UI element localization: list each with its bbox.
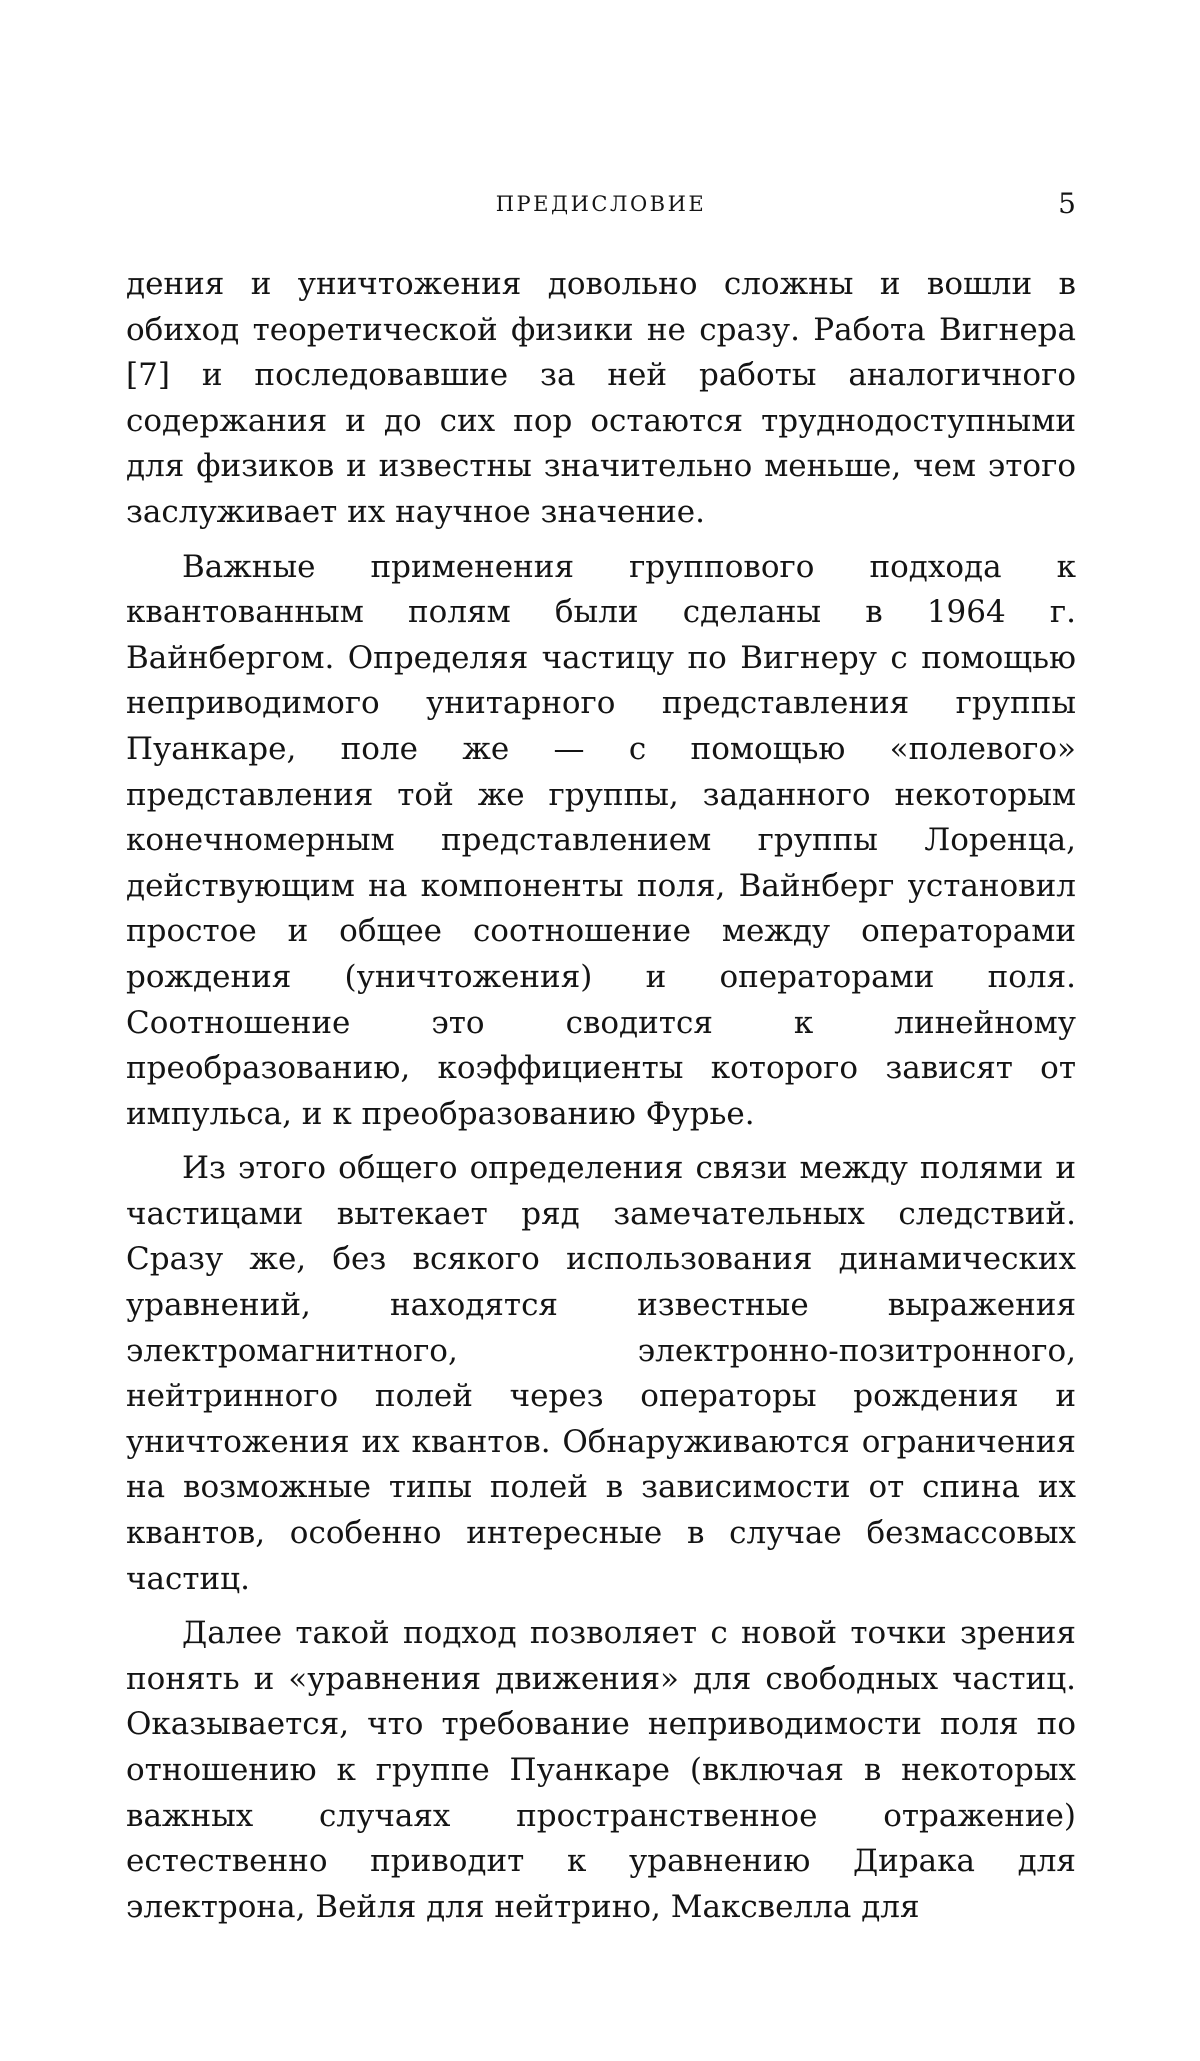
body-text <box>126 262 1076 1930</box>
running-head <box>126 184 1076 224</box>
paragraph-4: Далее такой подход позволяет с новой точки зрения понять и «уравнения движения» для свободных частиц. Оказывается, что требование неприводимости поля по отношению к группе Пуанкаре (включая в некоторых важных случаях пространственное отражение) естественно приводит к уравнению Дирака для электрона, Вейля для нейтрино, Максвелла для <box>126 1615 1076 1925</box>
page-number: 5 <box>1058 187 1076 220</box>
running-title: ПРЕДИСЛОВИЕ <box>495 192 707 216</box>
paragraph-3: Из этого общего определения связи между полями и частицами вытекает ряд замечательных следствий. Сразу же, без всякого использования динамических уравнений, находятся известные выражения электромагнитного, электронно-позитронного, нейтринного полей через операторы рождения и уничтожения их квантов. Обнаруживаются ограничения на возможные типы полей в зависимости от спина их квантов, особенно интересные в случае безмассовых частиц. <box>126 1150 1076 1597</box>
paragraph-1: дения и уничтожения довольно сложны и вошли в обиход теоретической физики не сразу. Работа Вигнера [7] и последовавшие за ней работы аналогичного содержания и до сих пор остаются труднодоступными для физиков и известны значительно меньше, чем этого заслуживает их научное значение. <box>126 266 1076 530</box>
paragraph-2: Важные применения группового подхода к квантованным полям были сделаны в 1964 г. Вайнбергом. Определяя частицу по Вигнеру с помощью неприводимого унитарного представления группы Пуанкаре, поле же — с помощью «полевого» представления той же группы, заданного некоторым конечномерным представлением группы Лоренца, действующим на компоненты поля, Вайнберг установил простое и общее соотношение между операторами рождения (уничтожения) и операторами поля. Соотношение это сводится к линейному преобразованию, коэффициенты которого зависят от импульса, и к преобразованию Фурье. <box>126 548 1076 1132</box>
